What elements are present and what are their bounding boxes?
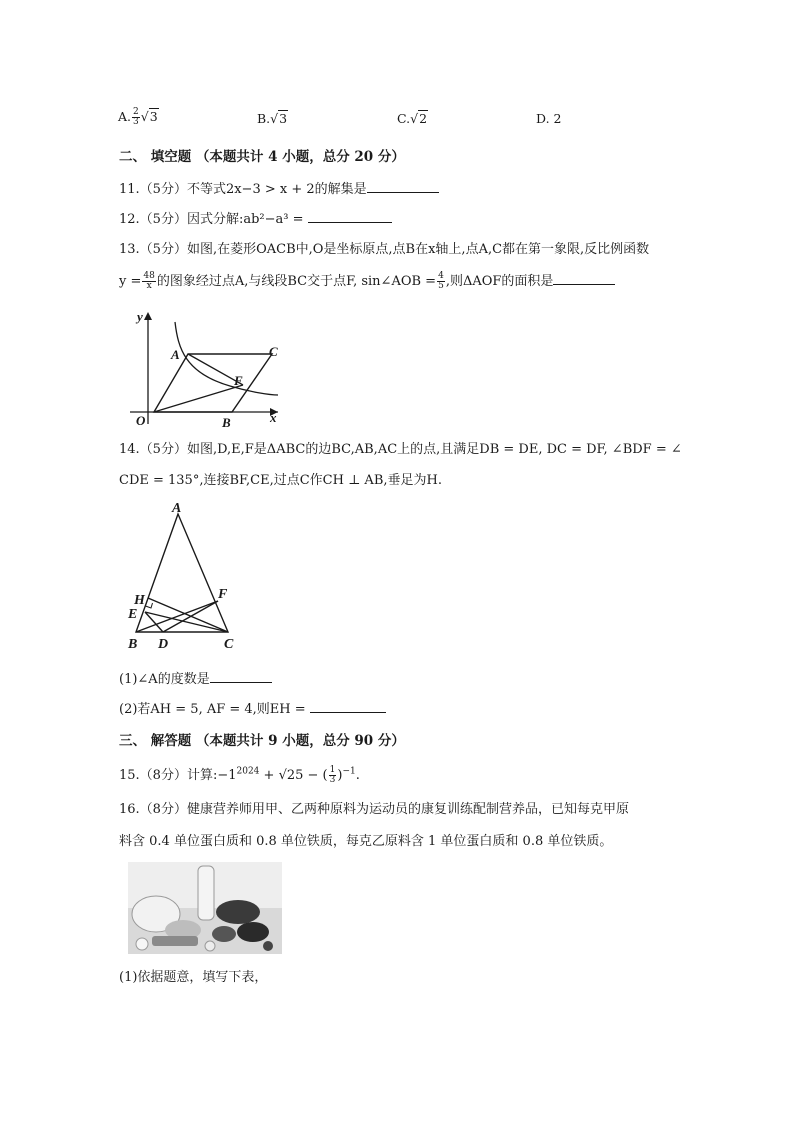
q13-line2: y = $\frac{48}{x}$ 的图象经过点A,与线段BC交于点F, sin∠AOB = $\frac{4}{5}$ ,则ΔAOF的面积是 [119,270,615,291]
fig13-label-o: O [136,413,146,428]
fig13-label-a: A [171,347,180,362]
option-a-fraction: $\frac{2}{3}$ [133,107,139,127]
q11-blank [367,180,439,193]
fig13-label-c: C [269,344,278,359]
section3-title: 三、 解答题 （本题共计 9 小题，总分 90 分） [119,733,405,749]
q14-sub1-blank [210,670,272,683]
q14-sub2: (2)若AH = 5, AF = 4,则EH = [119,698,386,717]
nutrition-food-photo [128,862,282,954]
fig14-label-f: F [218,587,228,602]
q12 [119,208,392,227]
q13-fraction: $\frac{48}{x}$ [143,271,155,291]
q16-line1: 16.（8分）健康营养师用甲、乙两种原料为运动员的康复训练配制营养品，已知每克甲原 [119,802,629,817]
option-d: D. 2 [536,111,562,126]
q11-text: 11.（5分）不等式2x−3 > x + 2的解集是 [119,182,367,197]
q14-sub2-blank [310,700,386,713]
fig14-label-a: A [172,501,182,516]
q14-line2: CDE = 135°,连接BF,CE,过点C作CH ⊥ AB,垂足为H. [119,473,442,488]
fig13-label-f: F [234,373,243,388]
fig13-label-b: B [222,415,231,430]
q15: 15.（8分）计算$:-1^{2024} + √25$ − ( $\frac{1}{3}$ )$^{-1}$. [119,765,360,785]
fig14-label-d: D [158,637,169,652]
option-b: B.√3 [257,111,288,126]
fig14-label-e: E [128,607,138,622]
q16-sub1: (1)依据题意，填写下表， [119,970,268,985]
fig14-label-h: H [134,593,145,608]
fig13-label-x: x [270,410,277,425]
q13-blank [553,272,615,285]
fig14-label-b: B [128,637,138,652]
fig14-label-c: C [224,637,234,652]
q14-line1: 14.（5分）如图,D,E,F是ΔABC的边BC,AB,AC上的点,且满足DB = DE, DC = DF, ∠BDF = ∠ [119,442,682,457]
q14-sub1: (1)∠A的度数是 [119,668,272,687]
section2-title: 二、 填空题 （本题共计 4 小题，总分 20 分） [119,149,405,165]
q16-line2: 料含 0.4 单位蛋白质和 0.8 单位铁质，每克乙原料含 1 单位蛋白质和 0.8 单位铁质。 [119,834,613,849]
option-a: A. $\frac{2}{3}$ √3 [118,107,158,127]
rhombus-figure [120,308,285,430]
fig13-label-y: y [137,309,143,324]
q12-blank [308,210,392,223]
q12-text: 12.（5分）因式分解:ab²−a³ = [119,212,304,227]
q13-sin-fraction: $\frac{4}{5}$ [438,271,444,291]
triangle-figure [120,500,250,655]
option-c: C.√2 [397,111,428,126]
q15-fraction: $\frac{1}{3}$ [329,765,336,785]
q11 [119,178,439,197]
q13-line1: 13.（5分）如图,在菱形OACB中,O是坐标原点,点B在x轴上,点A,C都在第一象限,反比例函数 [119,242,650,257]
